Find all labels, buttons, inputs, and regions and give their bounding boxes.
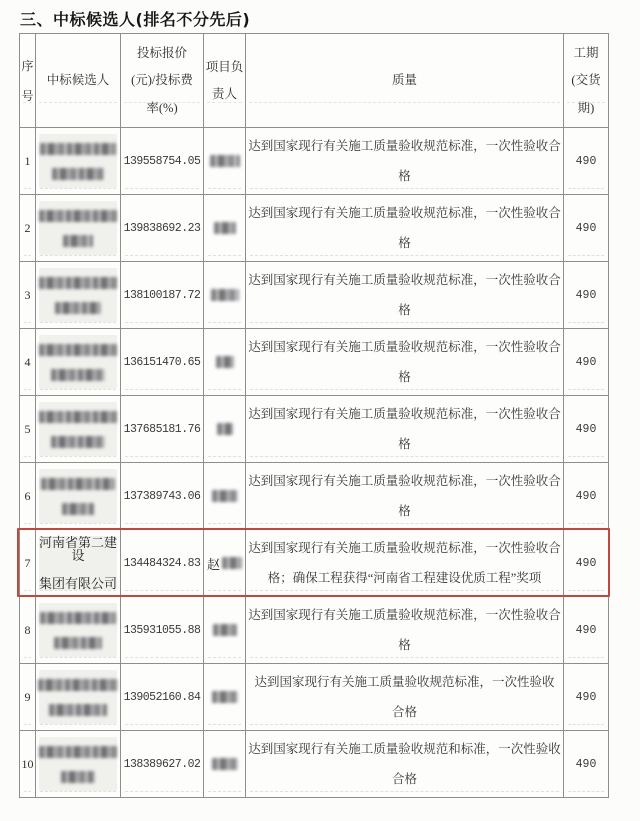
project-manager-cell [204,396,246,463]
quality-text-line: 合格 [391,772,417,786]
project-manager-cell [204,195,246,262]
quality-cell [246,195,564,262]
duration-value: 490 [575,154,597,168]
quality-text [246,463,563,529]
project-manager-cell [204,664,246,731]
quality-text [246,329,563,395]
quality-text-line: 合格 [391,705,417,719]
project-manager-cell [204,731,246,798]
row-number: 3 [24,287,31,302]
table-body [20,128,609,798]
duration-cell [564,262,609,329]
redaction-blur-bar [214,222,236,234]
header-duration-line: (交货 [571,73,601,88]
duration-value: 490 [575,757,597,771]
redaction-blur-bar [39,411,117,423]
bid-price-cell [121,329,204,396]
redaction-blur-bar [51,369,105,381]
duration-cell [564,731,609,798]
project-manager [204,530,245,596]
duration-cell [564,463,609,530]
table-row [20,597,609,664]
bid-price-cell [121,664,204,731]
table-row [20,262,609,329]
candidate-name-line: 集团有限公司 [39,576,118,591]
quality-cell [246,597,564,664]
seq-cell [20,597,36,664]
quality-cell [246,731,564,798]
bid-price-cell [121,128,204,195]
candidate-cell [36,597,121,664]
quality-text-line: 格 [398,169,411,183]
quality-text-line: 达到国家现行有关施工质量验收规范标准，一次性验收合 [248,607,561,622]
redacted-project-manager [204,396,245,462]
quality-text [246,195,563,261]
quality-text-line: 达到国家现行有关施工质量验收规范标准，一次性验收合 [248,406,561,421]
header-quality-label: 质量 [391,73,417,88]
header-price-line: 率(%) [146,100,178,115]
bid-price: 137389743.06 [123,489,201,503]
header-price-line: 投标报价 [136,45,187,60]
duration-value: 490 [575,489,597,503]
header-seq-line: 序 [21,58,34,73]
redaction-blur-bar [41,478,115,490]
project-manager-cell [204,530,246,597]
redaction-blur-bar [39,344,117,356]
bid-price-cell [121,597,204,664]
quality-text-line: 格 [398,638,411,652]
quality-text [246,597,563,663]
duration-value: 490 [575,556,597,570]
candidate-name [39,536,117,590]
redaction-blur-bar [213,624,237,636]
redaction-blur-bar [63,235,93,247]
table-row [20,195,609,262]
bid-price: 135931055.88 [123,623,201,637]
row-number: 10 [21,756,34,771]
candidate-cell [36,530,121,597]
quality-text-line: 达到国家现行有关施工质量验收规范标准，一次性验收合 [248,540,561,555]
redaction-blur-bar [222,557,242,569]
column-header-price [121,34,204,128]
quality-text [246,262,563,328]
row-number: 8 [24,622,31,637]
quality-text [246,731,563,797]
redaction-blur-bar [39,746,117,758]
bid-price: 138389627.02 [123,757,201,771]
quality-text-line: 格 [398,236,411,250]
quality-cell [246,664,564,731]
bid-price: 137685181.76 [123,422,201,436]
duration-value: 490 [575,623,597,637]
candidate-cell [36,463,121,530]
quality-cell [246,262,564,329]
project-manager-cell [204,597,246,664]
redacted-candidate-name [39,268,117,322]
bid-price: 138100187.72 [123,288,201,302]
bid-price: 139838692.23 [123,221,201,235]
redacted-candidate-name [39,670,117,724]
column-header-candidate [36,34,121,128]
header-seq-line: 号 [21,88,34,103]
bid-price-cell [121,195,204,262]
redaction-blur-bar [212,691,238,703]
redaction-blur-bar [39,210,117,222]
redaction-blur-bar [39,277,117,289]
row-number: 2 [24,220,31,235]
table-row [20,463,609,530]
candidate-cell [36,396,121,463]
header-manager-line: 项目负 [205,60,244,74]
quality-cell [246,396,564,463]
redaction-blur-bar [210,155,240,167]
bid-price: 139052160.84 [123,690,201,704]
project-manager-cell [204,262,246,329]
redacted-project-manager [204,597,245,663]
quality-text [246,664,563,730]
seq-cell [20,530,36,597]
row-number: 6 [24,488,31,503]
quality-text-line: 达到国家现行有关施工质量验收规范标准，一次性验收合 [248,473,561,488]
table-row [20,664,609,731]
quality-text [246,530,563,596]
table-row [20,128,609,195]
quality-text-line: 达到国家现行有关施工质量验收规范和标准，一次性验收 [248,741,561,756]
bid-candidates-table-wrap [19,33,608,798]
bid-price: 139558754.05 [123,154,201,168]
duration-value: 490 [575,288,597,302]
redaction-blur-bar [40,143,116,155]
redaction-blur-bar [38,679,118,691]
duration-cell [564,530,609,597]
redacted-candidate-name [39,402,117,456]
redacted-candidate-name [39,469,117,523]
redaction-blur-bar [216,356,234,368]
duration-cell [564,664,609,731]
quality-text-line: 达到国家现行有关施工质量验收规范标准，一次性验收合 [248,272,561,287]
duration-cell [564,195,609,262]
column-header-quality [246,34,564,128]
candidate-cell [36,262,121,329]
redacted-candidate-name [39,201,117,255]
redaction-blur-bar [61,771,95,783]
project-manager-cell [204,128,246,195]
candidate-cell [36,128,121,195]
bid-price: 134484324.83 [123,556,201,570]
header-duration-line: 工期 [573,45,599,60]
redaction-blur-bar [52,168,104,180]
redacted-project-manager [204,664,245,730]
duration-cell [564,396,609,463]
redacted-candidate-name [39,603,117,657]
quality-text-line: 达到国家现行有关施工质量验收规范标准，一次性验收合 [248,138,561,153]
header-duration-line: 期) [577,100,595,115]
project-manager-cell [204,329,246,396]
bid-price-cell [121,262,204,329]
column-header-manager [204,34,246,128]
quality-text-line: 格 [398,437,411,451]
quality-text-line: 达到国家现行有关施工质量验收规范标准，一次性验收合 [248,339,561,354]
redaction-blur-bar [212,758,238,770]
seq-cell [20,128,36,195]
redacted-project-manager [204,262,245,328]
redacted-project-manager [204,731,245,797]
redacted-candidate-name [39,335,117,389]
header-row [20,34,609,128]
duration-cell [564,597,609,664]
header-price-line: (元)/投标费 [131,73,193,88]
redacted-candidate-name [39,134,117,188]
candidate-name-line: 河南省第二建设 [39,535,118,563]
redaction-blur-bar [62,503,94,515]
page-title: 三、中标候选人(排名不分先后) [20,10,251,29]
redacted-project-manager [204,195,245,261]
quality-cell [246,530,564,597]
seq-cell [20,664,36,731]
table-row [20,396,609,463]
bid-price: 136151470.65 [123,355,201,369]
redaction-blur-bar [49,704,107,716]
duration-value: 490 [575,690,597,704]
table-row [20,329,609,396]
column-header-seq [20,34,36,128]
seq-cell [20,195,36,262]
quality-cell [246,329,564,396]
quality-cell [246,128,564,195]
seq-cell [20,463,36,530]
bid-price-cell [121,530,204,597]
table-row [20,731,609,798]
seq-cell [20,731,36,798]
table-row [20,530,609,597]
header-candidate-label: 中标候选人 [46,73,110,88]
quality-text-line: 格 [398,504,411,518]
bid-price-cell [121,731,204,798]
bid-candidates-table [19,33,609,798]
quality-text-line: 格；确保工程获得“河南省工程建设优质工程”奖项 [267,571,542,585]
redacted-project-manager [204,329,245,395]
duration-value: 490 [575,221,597,235]
seq-cell [20,329,36,396]
quality-text [246,128,563,194]
redaction-blur-bar [212,490,238,502]
column-header-duration [564,34,609,128]
project-manager-cell [204,463,246,530]
redacted-project-manager [204,128,245,194]
candidate-cell [36,664,121,731]
redacted-project-manager [204,463,245,529]
duration-value: 490 [575,422,597,436]
bid-price-cell [121,463,204,530]
quality-text-line: 达到国家现行有关施工质量验收规范标准，一次性验收 [254,674,555,689]
row-number: 5 [24,421,31,436]
row-number: 9 [24,689,31,704]
candidate-cell [36,195,121,262]
bid-price-cell [121,396,204,463]
redaction-blur-bar [217,423,233,435]
quality-cell [246,463,564,530]
quality-text [246,396,563,462]
header-manager-line: 责人 [211,86,237,101]
redaction-blur-bar [51,436,105,448]
project-manager-surname: 赵 [206,556,220,572]
candidate-cell [36,329,121,396]
duration-cell [564,329,609,396]
redaction-blur-bar [40,612,116,624]
quality-text-line: 格 [398,303,411,317]
seq-cell [20,396,36,463]
redaction-blur-bar [54,637,102,649]
redacted-candidate-name [39,737,117,791]
row-number: 7 [24,555,31,570]
seq-cell [20,262,36,329]
duration-value: 490 [575,355,597,369]
redaction-blur-bar [211,289,239,301]
quality-text-line: 格 [398,370,411,384]
redaction-blur-bar [55,302,101,314]
duration-cell [564,128,609,195]
quality-text-line: 达到国家现行有关施工质量验收规范标准，一次性验收合 [248,205,561,220]
candidate-cell [36,731,121,798]
row-number: 1 [24,153,31,168]
row-number: 4 [24,354,31,369]
